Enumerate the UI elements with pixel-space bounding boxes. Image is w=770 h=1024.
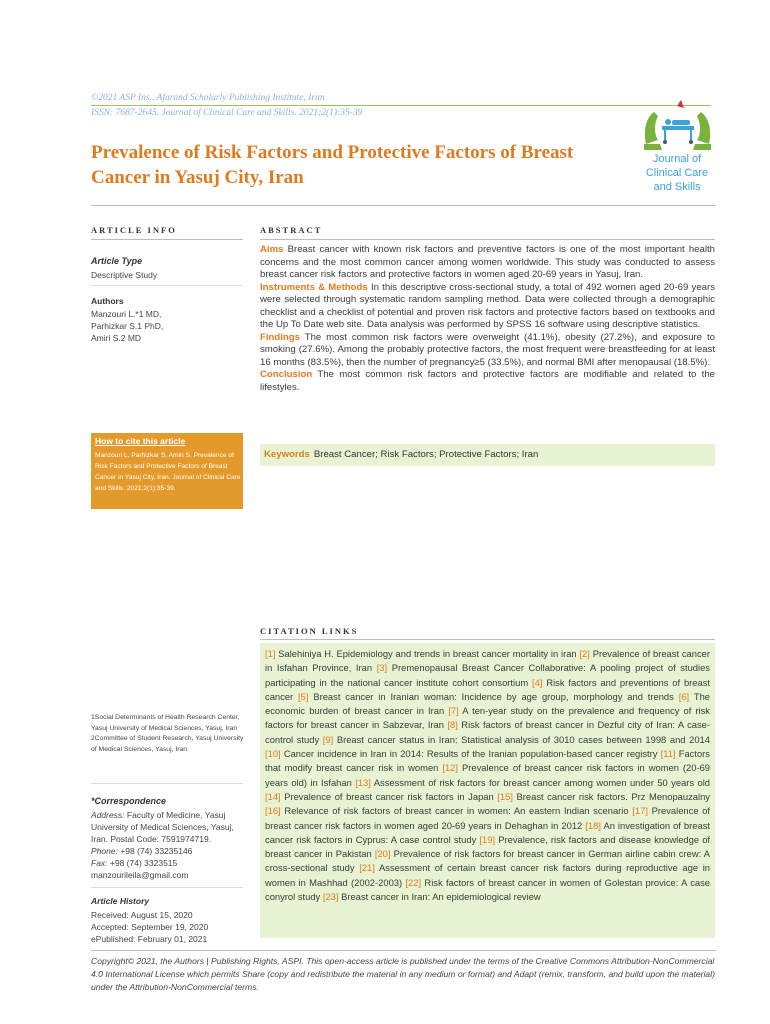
- keywords-box: [260, 444, 715, 466]
- citation-text: Premenopausal Breast Cancer Collaborative: A pooling project of studies participating in the national cancer institute cohort consortium: [265, 662, 710, 688]
- author: Manzouri L.*1 MD,: [91, 309, 162, 319]
- abstract-body: [260, 244, 715, 394]
- hands-bed-logo-icon: [640, 100, 715, 152]
- citation-ref-link[interactable]: [15]: [497, 790, 513, 802]
- abstract-rule: [260, 239, 715, 240]
- citation-text: Assessment of risk factors for breast cancer among women under 50 years old: [373, 776, 711, 788]
- logo-text-line: Journal of: [652, 153, 702, 165]
- article-type-label: Article Type: [91, 256, 143, 266]
- citation-text: Breast cancer in Iran: An epidemiological review: [341, 891, 541, 903]
- received-date: Received: August 15, 2020: [91, 910, 193, 920]
- header-rule: [91, 105, 711, 106]
- article-history: [91, 896, 244, 945]
- citation-text: Cancer incidence in Iran in 2014: Results of the Iranian population-based cancer registry: [283, 748, 658, 760]
- citation-text: Risk factors of breast cancer in Dezful city of Iran: A case-control study: [265, 719, 711, 745]
- citation-ref-link[interactable]: [20]: [374, 848, 391, 860]
- article-info-rule: [91, 239, 243, 240]
- citation-ref-link[interactable]: [1]: [265, 648, 276, 659]
- citation-ref-link[interactable]: [21]: [359, 862, 375, 874]
- article-info-heading: ARTICLE INFO: [91, 225, 177, 235]
- citation-text: The economic burden of breast cancer in Iran: [265, 690, 711, 717]
- how-to-cite-box: [91, 433, 243, 509]
- citation-links-list: [260, 643, 715, 938]
- logo-text-line: and Skills: [653, 181, 701, 193]
- citation-text: Prevalence of breast cancer in Isfahan Province, Iran: [265, 648, 710, 674]
- divider: [91, 285, 243, 286]
- citation-ref-link[interactable]: [11]: [660, 748, 676, 760]
- phone-label: Phone:: [91, 846, 118, 856]
- fax-text: +98 (74) 3323515: [109, 858, 178, 868]
- correspondence-phone: [91, 845, 244, 857]
- divider: [91, 783, 243, 784]
- author: Parhizkar S.1 PhD,: [91, 321, 164, 331]
- affiliation: 1Social Determinants of Health Research Center, Yasuj University of Medical Sciences, Yasuj, Iran: [91, 714, 240, 732]
- findings-text: The most common risk factors were overweight (41.1%), obesity (27.2%), and exposure to smoking (27.6%). Among the probably protective factors, the most frequent were breastfeeding for at least 16 months (83.5%), then the number of pregnancy≥5 (33.5%), and normal BMI after menopausal (18.5%).: [260, 331, 715, 368]
- logo-text-line: Clinical Care: [645, 167, 709, 179]
- correspondence-fax: [91, 857, 244, 869]
- journal-logo: [640, 100, 715, 157]
- citation-text: Prevalence of breast cancer risk factors in women aged 20-69 years in Dehaghan in 2012: [265, 805, 711, 831]
- citation-text: Relevance of risk factors of breast cancer in women: An eastern Indian scenario: [284, 805, 629, 817]
- title-divider: [91, 205, 716, 206]
- correspondence-address: [91, 809, 244, 845]
- aims-text: Breast cancer with known risk factors and preventive factors is one of the most important health concerns and the most common cancer among women worldwide. This study was conducted to assess breast cancer risk factors and protective factors in women aged 20-69 years in Yasuj, Iran.: [260, 244, 715, 280]
- accepted-date: Accepted: September 19, 2020: [91, 922, 209, 932]
- conclusion-text: The most common risk factors and protective factors are modifiable and related to the lifestyles.: [260, 369, 715, 393]
- citation-ref-link[interactable]: [19]: [479, 833, 496, 845]
- article-title: Prevalence of Risk Factors and Protective Factors of Breast Cancer in Yasuj City, Iran: [91, 142, 574, 188]
- footer-rule: [91, 950, 716, 951]
- divider: [91, 887, 243, 888]
- address-text: Faculty of Medicine, Yasuj University of Medical Sciences, Yasuj, Iran. Postal Code: 7591974719.: [91, 810, 234, 844]
- citation-ref-link[interactable]: [9]: [322, 733, 334, 745]
- methods-text: In this descriptive cross-sectional study, a total of 492 women aged 20-69 years were selected through systematic random sampling method. Data were collected through a demographic checklist and a checklist of potential and proven risk factors and protective factors based on textbooks and the Up To Date web site. Data analysis was performed by SPSS 16 software using descriptive statistics.: [260, 281, 715, 330]
- methods-label: Instruments & Methods: [260, 281, 368, 293]
- affiliations: [91, 713, 244, 755]
- citation-ref-link[interactable]: [17]: [632, 805, 648, 817]
- citation-ref-link[interactable]: [22]: [405, 876, 422, 888]
- citation-text: Risk factors and preventions of breast cancer: [265, 676, 711, 702]
- affiliation: 2Committee of Student Research, Yasuj University of Medical Sciences, Yasuj, Iran: [91, 735, 244, 753]
- citation-links-heading: CITATION LINKS: [260, 626, 359, 636]
- citation-ref-link[interactable]: [23]: [322, 891, 339, 903]
- authors-list: [91, 308, 163, 344]
- citation-ref-link[interactable]: [5]: [298, 690, 309, 702]
- article-type-value: Descriptive Study: [91, 270, 158, 280]
- authors-label: Authors: [91, 296, 124, 306]
- published-date: ePublished: February 01, 2021: [91, 934, 208, 944]
- correspondence-block: [91, 796, 244, 881]
- citation-text: Risk factors of breast cancer in women of Golestan provice: A case conyrol study: [265, 876, 711, 903]
- citation-ref-link[interactable]: [12]: [442, 762, 458, 774]
- citation-text: A ten-year study on the prevalence and frequency of risk factors for breast cancer in Sabzevar, Iran: [265, 705, 710, 731]
- citation-text: Prevalence of risk factors for breast cancer in German airline cabin crew: A cross-sectional study: [265, 848, 711, 874]
- how-to-cite-body: Manzouri L, Parhizkar S, Amiri S. Prevalence of Risk Factors and Protective Factors of Breast Cancer in Yasuj City, Iran. Journal of Clinical Care and Skills. 2021;2(1):35-39.: [95, 452, 241, 492]
- journal-logo-text: [634, 152, 720, 194]
- fax-label: Fax:: [91, 858, 108, 868]
- phone-text: +98 (74) 33235146: [120, 846, 193, 856]
- correspondence-label: *Correspondence: [91, 796, 167, 806]
- findings-label: Findings: [260, 331, 300, 343]
- license-footer: Copyright© 2021, the Authors | Publishing Rights, ASPI. This open-access article is published under the terms of the Creative Commons Attribution-NonCommercial 4.0 International License which permits Share (copy and redistribute the material in any medium or format) and Adapt (remix, transform, and build upon the material) under the Attribution-NonCommercial terms.: [91, 956, 715, 992]
- citation-text: Assessment of certain breast cancer risk factors during reproductive age in women in Mashhad (2002-2003): [265, 862, 710, 888]
- citation-ref-link[interactable]: [13]: [355, 776, 371, 788]
- citation-text: Prevalence of breast cancer risk factors in women (20-69 years old) in Isfahan: [265, 762, 711, 788]
- conclusion-label: Conclusion: [260, 369, 313, 380]
- how-to-cite-title[interactable]: How to cite this article: [95, 436, 186, 446]
- author: Amiri S.2 MD: [91, 333, 142, 343]
- citation-text: Breast cancer status in Iran: Statistical analysis of 3010 cases between 1998 and 2014: [336, 733, 710, 745]
- citation-links-rule: [260, 639, 715, 640]
- address-label: Address:: [91, 810, 125, 820]
- citation-text: Breast cancer in Iranian woman: Incidence by age group, morphology and trends: [313, 690, 674, 702]
- copyright-header: ©2021 ASP Ins., Afarand Scholarly Publishing Institute, Iran: [91, 93, 325, 103]
- citation-ref-link[interactable]: [3]: [376, 662, 388, 674]
- citation-ref-link[interactable]: [18]: [585, 819, 601, 831]
- citation-text: Salehiniya H. Epidemiology and trends in breast cancer mortality in iran: [278, 648, 577, 659]
- aims-label: Aims: [260, 244, 284, 255]
- citation-ref-link[interactable]: [8]: [447, 719, 458, 731]
- keywords-text: Breast Cancer; Risk Factors; Protective Factors; Iran: [313, 449, 539, 460]
- citation-ref-link[interactable]: [2]: [579, 648, 590, 659]
- history-label: Article History: [91, 896, 150, 906]
- citation-ref-link[interactable]: [10]: [265, 748, 281, 760]
- citation-text: Breast cancer risk factors. Prz Menopauzalny: [516, 790, 710, 802]
- keywords-label: Keywords: [264, 449, 310, 460]
- citation-text: An investigation of breast cancer risk factors in Cyprus: A case control study: [265, 819, 710, 845]
- correspondence-email[interactable]: manzourileila@gmail.com: [91, 870, 189, 880]
- citation-ref-link[interactable]: [16]: [265, 805, 281, 817]
- citation-ref-link[interactable]: [6]: [678, 690, 690, 702]
- citation-text: Factors that modify breast cancer risk in women: [265, 748, 710, 774]
- issn-line: ISSN: 7687-2645. Journal of Clinical Care and Skills. 2021;2(1):35-39: [91, 108, 363, 118]
- citation-text: Prevalence, risk factors and disease knowledge of breast cancer in Pakistan: [265, 833, 711, 860]
- citation-ref-link[interactable]: [7]: [448, 705, 459, 717]
- citation-ref-link[interactable]: [4]: [532, 676, 543, 688]
- citation-ref-link[interactable]: [14]: [265, 790, 281, 802]
- abstract-heading: ABSTRACT: [260, 225, 323, 235]
- citation-text: Prevalence of breast cancer risk factors in Japan: [284, 790, 494, 802]
